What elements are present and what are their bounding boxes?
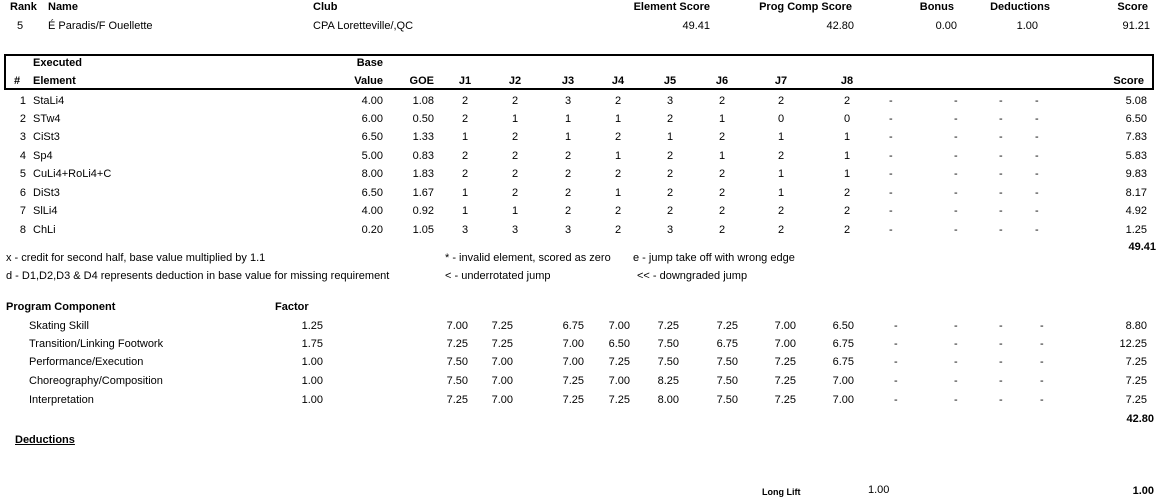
- row-dash: -: [954, 131, 958, 143]
- row-dash: -: [999, 131, 1003, 143]
- pc-j6: 6.75: [716, 338, 738, 350]
- pc-j7: 7.25: [774, 356, 796, 368]
- header-element-score-label: Element Score: [633, 1, 710, 13]
- row-j6: 2: [718, 168, 726, 180]
- pc-factor: 1.00: [301, 356, 323, 368]
- row-j2: 2: [511, 168, 519, 180]
- row-dash: -: [889, 168, 893, 180]
- row-dash: -: [999, 168, 1003, 180]
- row-goe: 1.05: [412, 224, 434, 236]
- col-value-label: Value: [354, 75, 383, 87]
- legend-underrotated: < - underrotated jump: [445, 270, 551, 282]
- row-j3: 3: [564, 95, 572, 107]
- pc-j8: 6.75: [832, 356, 854, 368]
- row-dash: -: [999, 95, 1003, 107]
- pc-j7: 7.25: [774, 375, 796, 387]
- row-j1: 3: [461, 224, 469, 236]
- row-j5: 3: [666, 224, 674, 236]
- row-j6: 2: [718, 131, 726, 143]
- pc-dash: -: [894, 356, 898, 368]
- header-element-score-value: 49.41: [682, 20, 710, 32]
- row-score: 4.92: [1125, 205, 1147, 217]
- legend-wrong-edge: e - jump take off with wrong edge: [633, 252, 795, 264]
- pc-factor-header: Factor: [275, 301, 309, 313]
- pc-j4: 7.25: [608, 356, 630, 368]
- row-element: CuLi4+RoLi4+C: [33, 168, 112, 180]
- row-j3: 1: [564, 113, 572, 125]
- col-num-label: #: [14, 75, 21, 87]
- pc-name: Choreography/Composition: [29, 375, 163, 387]
- row-j2: 2: [511, 150, 519, 162]
- pc-j2: 7.00: [491, 375, 513, 387]
- pc-dash: -: [1040, 320, 1044, 332]
- row-dash: -: [889, 95, 893, 107]
- pc-score: 7.25: [1125, 394, 1147, 406]
- pc-dash: -: [1040, 375, 1044, 387]
- row-j2: 2: [511, 187, 519, 199]
- row-dash: -: [1035, 168, 1039, 180]
- row-dash: -: [954, 150, 958, 162]
- row-j7: 1: [777, 187, 785, 199]
- row-j4: 1: [614, 150, 622, 162]
- row-j1: 1: [461, 205, 469, 217]
- row-j5: 3: [666, 95, 674, 107]
- header-rank-label: Rank: [10, 1, 37, 13]
- pc-factor: 1.00: [301, 375, 323, 387]
- row-j6: 1: [718, 150, 726, 162]
- row-dash: -: [1035, 187, 1039, 199]
- row-dash: -: [999, 224, 1003, 236]
- pc-dash: -: [894, 320, 898, 332]
- row-j4: 2: [614, 205, 622, 217]
- header-prog-comp-value: 42.80: [826, 20, 854, 32]
- row-base: 4.00: [361, 205, 383, 217]
- pc-j6: 7.25: [716, 320, 738, 332]
- header-name-label: Name: [48, 1, 78, 13]
- row-dash: -: [1035, 205, 1039, 217]
- row-j3: 2: [564, 187, 572, 199]
- row-dash: -: [999, 113, 1003, 125]
- row-dash: -: [954, 224, 958, 236]
- row-dash: -: [889, 205, 893, 217]
- pc-dash: -: [999, 320, 1003, 332]
- pc-j7: 7.00: [774, 320, 796, 332]
- row-j4: 2: [614, 131, 622, 143]
- header-score-label: Score: [1117, 1, 1148, 13]
- row-j5: 2: [666, 168, 674, 180]
- row-j8: 2: [843, 205, 851, 217]
- row-goe: 1.67: [412, 187, 434, 199]
- col-executed-label: Executed: [33, 57, 82, 69]
- pc-score: 7.25: [1125, 375, 1147, 387]
- row-dash: -: [999, 187, 1003, 199]
- row-score: 8.17: [1125, 187, 1147, 199]
- pc-dash: -: [1040, 356, 1044, 368]
- pc-j3: 6.75: [562, 320, 584, 332]
- col-j6-label: J6: [715, 75, 729, 87]
- pc-score: 8.80: [1125, 320, 1147, 332]
- row-j8: 2: [843, 95, 851, 107]
- col-score-label: Score: [1113, 75, 1144, 87]
- row-j1: 1: [461, 131, 469, 143]
- row-j5: 2: [666, 150, 674, 162]
- row-score: 9.83: [1125, 168, 1147, 180]
- row-goe: 0.50: [412, 113, 434, 125]
- row-j7: 2: [777, 205, 785, 217]
- row-goe: 0.83: [412, 150, 434, 162]
- header-deductions-value: 1.00: [1016, 20, 1038, 32]
- row-num: 8: [19, 224, 26, 236]
- row-base: 5.00: [361, 150, 383, 162]
- legend-d: d - D1,D2,D3 & D4 represents deduction in base value for missing requirement: [6, 270, 390, 282]
- row-num: 7: [19, 205, 26, 217]
- row-base: 0.20: [361, 224, 383, 236]
- pc-j8: 6.75: [832, 338, 854, 350]
- pc-j4: 6.50: [608, 338, 630, 350]
- row-num: 6: [19, 187, 26, 199]
- row-goe: 1.33: [412, 131, 434, 143]
- row-dash: -: [999, 205, 1003, 217]
- header-club-value: CPA Loretteville/,QC: [313, 20, 414, 32]
- col-j1-label: J1: [458, 75, 472, 87]
- row-element: SlLi4: [33, 205, 58, 217]
- pc-j6: 7.50: [716, 394, 738, 406]
- legend-x: x - credit for second half, base value multiplied by 1.1: [6, 252, 266, 264]
- header-prog-comp-label: Prog Comp Score: [759, 1, 852, 13]
- row-j8: 2: [843, 187, 851, 199]
- row-dash: -: [1035, 224, 1039, 236]
- row-j6: 2: [718, 224, 726, 236]
- row-j8: 2: [843, 224, 851, 236]
- pc-dash: -: [894, 375, 898, 387]
- deduction-item-value: 1.00: [868, 484, 890, 496]
- row-j1: 2: [461, 95, 469, 107]
- row-score: 5.08: [1125, 95, 1147, 107]
- row-j2: 1: [511, 113, 519, 125]
- col-j8-label: J8: [840, 75, 854, 87]
- row-j8: 1: [843, 150, 851, 162]
- row-j4: 1: [614, 113, 622, 125]
- row-j1: 2: [461, 150, 469, 162]
- row-base: 8.00: [361, 168, 383, 180]
- row-j2: 2: [511, 95, 519, 107]
- pc-j3: 7.00: [562, 338, 584, 350]
- pc-name: Performance/Execution: [29, 356, 144, 368]
- row-dash: -: [889, 113, 893, 125]
- row-base: 4.00: [361, 95, 383, 107]
- row-j3: 3: [564, 224, 572, 236]
- row-goe: 0.92: [412, 205, 434, 217]
- row-element: STw4: [33, 113, 61, 125]
- pc-j1: 7.25: [446, 394, 468, 406]
- pc-factor: 1.75: [301, 338, 323, 350]
- row-j3: 2: [564, 168, 572, 180]
- deductions-title: Deductions: [15, 434, 75, 446]
- row-j1: 2: [461, 113, 469, 125]
- pc-j6: 7.50: [716, 375, 738, 387]
- pc-dash: -: [954, 338, 958, 350]
- row-dash: -: [889, 150, 893, 162]
- row-base: 6.50: [361, 131, 383, 143]
- row-goe: 1.83: [412, 168, 434, 180]
- col-goe-label: GOE: [409, 75, 434, 87]
- row-j7: 2: [777, 150, 785, 162]
- pc-j2: 7.00: [491, 356, 513, 368]
- col-j4-label: J4: [611, 75, 625, 87]
- row-dash: -: [889, 131, 893, 143]
- row-dash: -: [1035, 113, 1039, 125]
- row-num: 2: [19, 113, 26, 125]
- row-dash: -: [889, 187, 893, 199]
- row-j5: 2: [666, 113, 674, 125]
- row-num: 5: [19, 168, 26, 180]
- pc-j5: 7.50: [657, 338, 679, 350]
- pc-j4: 7.00: [608, 375, 630, 387]
- row-j4: 2: [614, 95, 622, 107]
- row-j8: 1: [843, 168, 851, 180]
- row-j3: 2: [564, 205, 572, 217]
- pc-j1: 7.00: [446, 320, 468, 332]
- legend-downgraded: << - downgraded jump: [637, 270, 748, 282]
- pc-dash: -: [894, 394, 898, 406]
- pc-dash: -: [999, 394, 1003, 406]
- pc-j1: 7.50: [446, 375, 468, 387]
- pc-j5: 7.50: [657, 356, 679, 368]
- row-dash: -: [954, 113, 958, 125]
- row-element: StaLi4: [33, 95, 65, 107]
- pc-dash: -: [954, 356, 958, 368]
- row-j4: 1: [614, 187, 622, 199]
- pc-j3: 7.25: [562, 375, 584, 387]
- row-score: 6.50: [1125, 113, 1147, 125]
- row-j8: 0: [843, 113, 851, 125]
- row-j6: 2: [718, 187, 726, 199]
- header-bonus-value: 0.00: [935, 20, 957, 32]
- pc-j4: 7.00: [608, 320, 630, 332]
- row-j5: 1: [666, 131, 674, 143]
- legend-invalid: * - invalid element, scored as zero: [445, 252, 611, 264]
- col-element-label: Element: [33, 75, 76, 87]
- pc-name: Skating Skill: [29, 320, 89, 332]
- pc-dash: -: [954, 394, 958, 406]
- row-dash: -: [954, 95, 958, 107]
- pc-dash: -: [1040, 394, 1044, 406]
- pc-factor: 1.25: [301, 320, 323, 332]
- row-j7: 1: [777, 131, 785, 143]
- header-deductions-label: Deductions: [990, 1, 1050, 13]
- pc-j8: 7.00: [832, 375, 854, 387]
- row-j7: 2: [777, 95, 785, 107]
- row-j4: 2: [614, 224, 622, 236]
- row-base: 6.00: [361, 113, 383, 125]
- row-dash: -: [999, 150, 1003, 162]
- pc-dash: -: [954, 320, 958, 332]
- row-j5: 2: [666, 205, 674, 217]
- row-dash: -: [1035, 150, 1039, 162]
- pc-dash: -: [999, 375, 1003, 387]
- pc-j7: 7.00: [774, 338, 796, 350]
- row-dash: -: [954, 187, 958, 199]
- row-element: Sp4: [33, 150, 53, 162]
- header-name-value: É Paradis/F Ouellette: [48, 20, 153, 32]
- pc-j8: 7.00: [832, 394, 854, 406]
- row-j2: 3: [511, 224, 519, 236]
- pc-j1: 7.25: [446, 338, 468, 350]
- pc-score: 7.25: [1125, 356, 1147, 368]
- pc-name: Transition/Linking Footwork: [29, 338, 164, 350]
- row-j7: 0: [777, 113, 785, 125]
- row-num: 1: [19, 95, 26, 107]
- row-base: 6.50: [361, 187, 383, 199]
- deduction-item-label: Long Lift: [762, 487, 801, 497]
- pc-j3: 7.00: [562, 356, 584, 368]
- row-j6: 2: [718, 95, 726, 107]
- row-j3: 2: [564, 150, 572, 162]
- row-dash: -: [954, 205, 958, 217]
- deductions-total: 1.00: [1132, 485, 1154, 497]
- row-j7: 2: [777, 224, 785, 236]
- row-j4: 2: [614, 168, 622, 180]
- row-j1: 2: [461, 168, 469, 180]
- row-score: 1.25: [1125, 224, 1147, 236]
- row-score: 5.83: [1125, 150, 1147, 162]
- row-num: 3: [19, 131, 26, 143]
- header-club-label: Club: [313, 1, 338, 13]
- col-j2-label: J2: [508, 75, 522, 87]
- pc-dash: -: [1040, 338, 1044, 350]
- row-j6: 2: [718, 205, 726, 217]
- header-rank-value: 5: [17, 20, 24, 32]
- pc-total: 42.80: [1126, 413, 1154, 425]
- row-dash: -: [1035, 131, 1039, 143]
- pc-j5: 7.25: [657, 320, 679, 332]
- pc-j6: 7.50: [716, 356, 738, 368]
- pc-j8: 6.50: [832, 320, 854, 332]
- row-dash: -: [1035, 95, 1039, 107]
- row-goe: 1.08: [412, 95, 434, 107]
- pc-j2: 7.25: [491, 338, 513, 350]
- pc-j2: 7.00: [491, 394, 513, 406]
- col-j7-label: J7: [774, 75, 788, 87]
- pc-j5: 8.00: [657, 394, 679, 406]
- row-j5: 2: [666, 187, 674, 199]
- pc-j4: 7.25: [608, 394, 630, 406]
- elements-total: 49.41: [1128, 241, 1156, 253]
- pc-name: Interpretation: [29, 394, 94, 406]
- row-j2: 1: [511, 205, 519, 217]
- row-j8: 1: [843, 131, 851, 143]
- pc-j2: 7.25: [491, 320, 513, 332]
- row-j2: 2: [511, 131, 519, 143]
- col-j3-label: J3: [561, 75, 575, 87]
- row-score: 7.83: [1125, 131, 1147, 143]
- row-element: CiSt3: [33, 131, 60, 143]
- pc-j3: 7.25: [562, 394, 584, 406]
- pc-j5: 8.25: [657, 375, 679, 387]
- pc-score: 12.25: [1119, 338, 1147, 350]
- row-dash: -: [954, 168, 958, 180]
- col-base-label: Base: [356, 57, 383, 69]
- col-j5-label: J5: [663, 75, 677, 87]
- row-j6: 1: [718, 113, 726, 125]
- header-bonus-label: Bonus: [919, 1, 954, 13]
- pc-dash: -: [999, 356, 1003, 368]
- row-j1: 1: [461, 187, 469, 199]
- pc-j1: 7.50: [446, 356, 468, 368]
- row-dash: -: [889, 224, 893, 236]
- row-element: ChLi: [33, 224, 56, 236]
- row-element: DiSt3: [33, 187, 60, 199]
- row-j7: 1: [777, 168, 785, 180]
- pc-header: Program Component: [6, 301, 116, 313]
- header-score-value: 91.21: [1122, 20, 1150, 32]
- pc-dash: -: [894, 338, 898, 350]
- pc-factor: 1.00: [301, 394, 323, 406]
- pc-dash: -: [954, 375, 958, 387]
- pc-dash: -: [999, 338, 1003, 350]
- pc-j7: 7.25: [774, 394, 796, 406]
- row-j3: 1: [564, 131, 572, 143]
- row-num: 4: [19, 150, 26, 162]
